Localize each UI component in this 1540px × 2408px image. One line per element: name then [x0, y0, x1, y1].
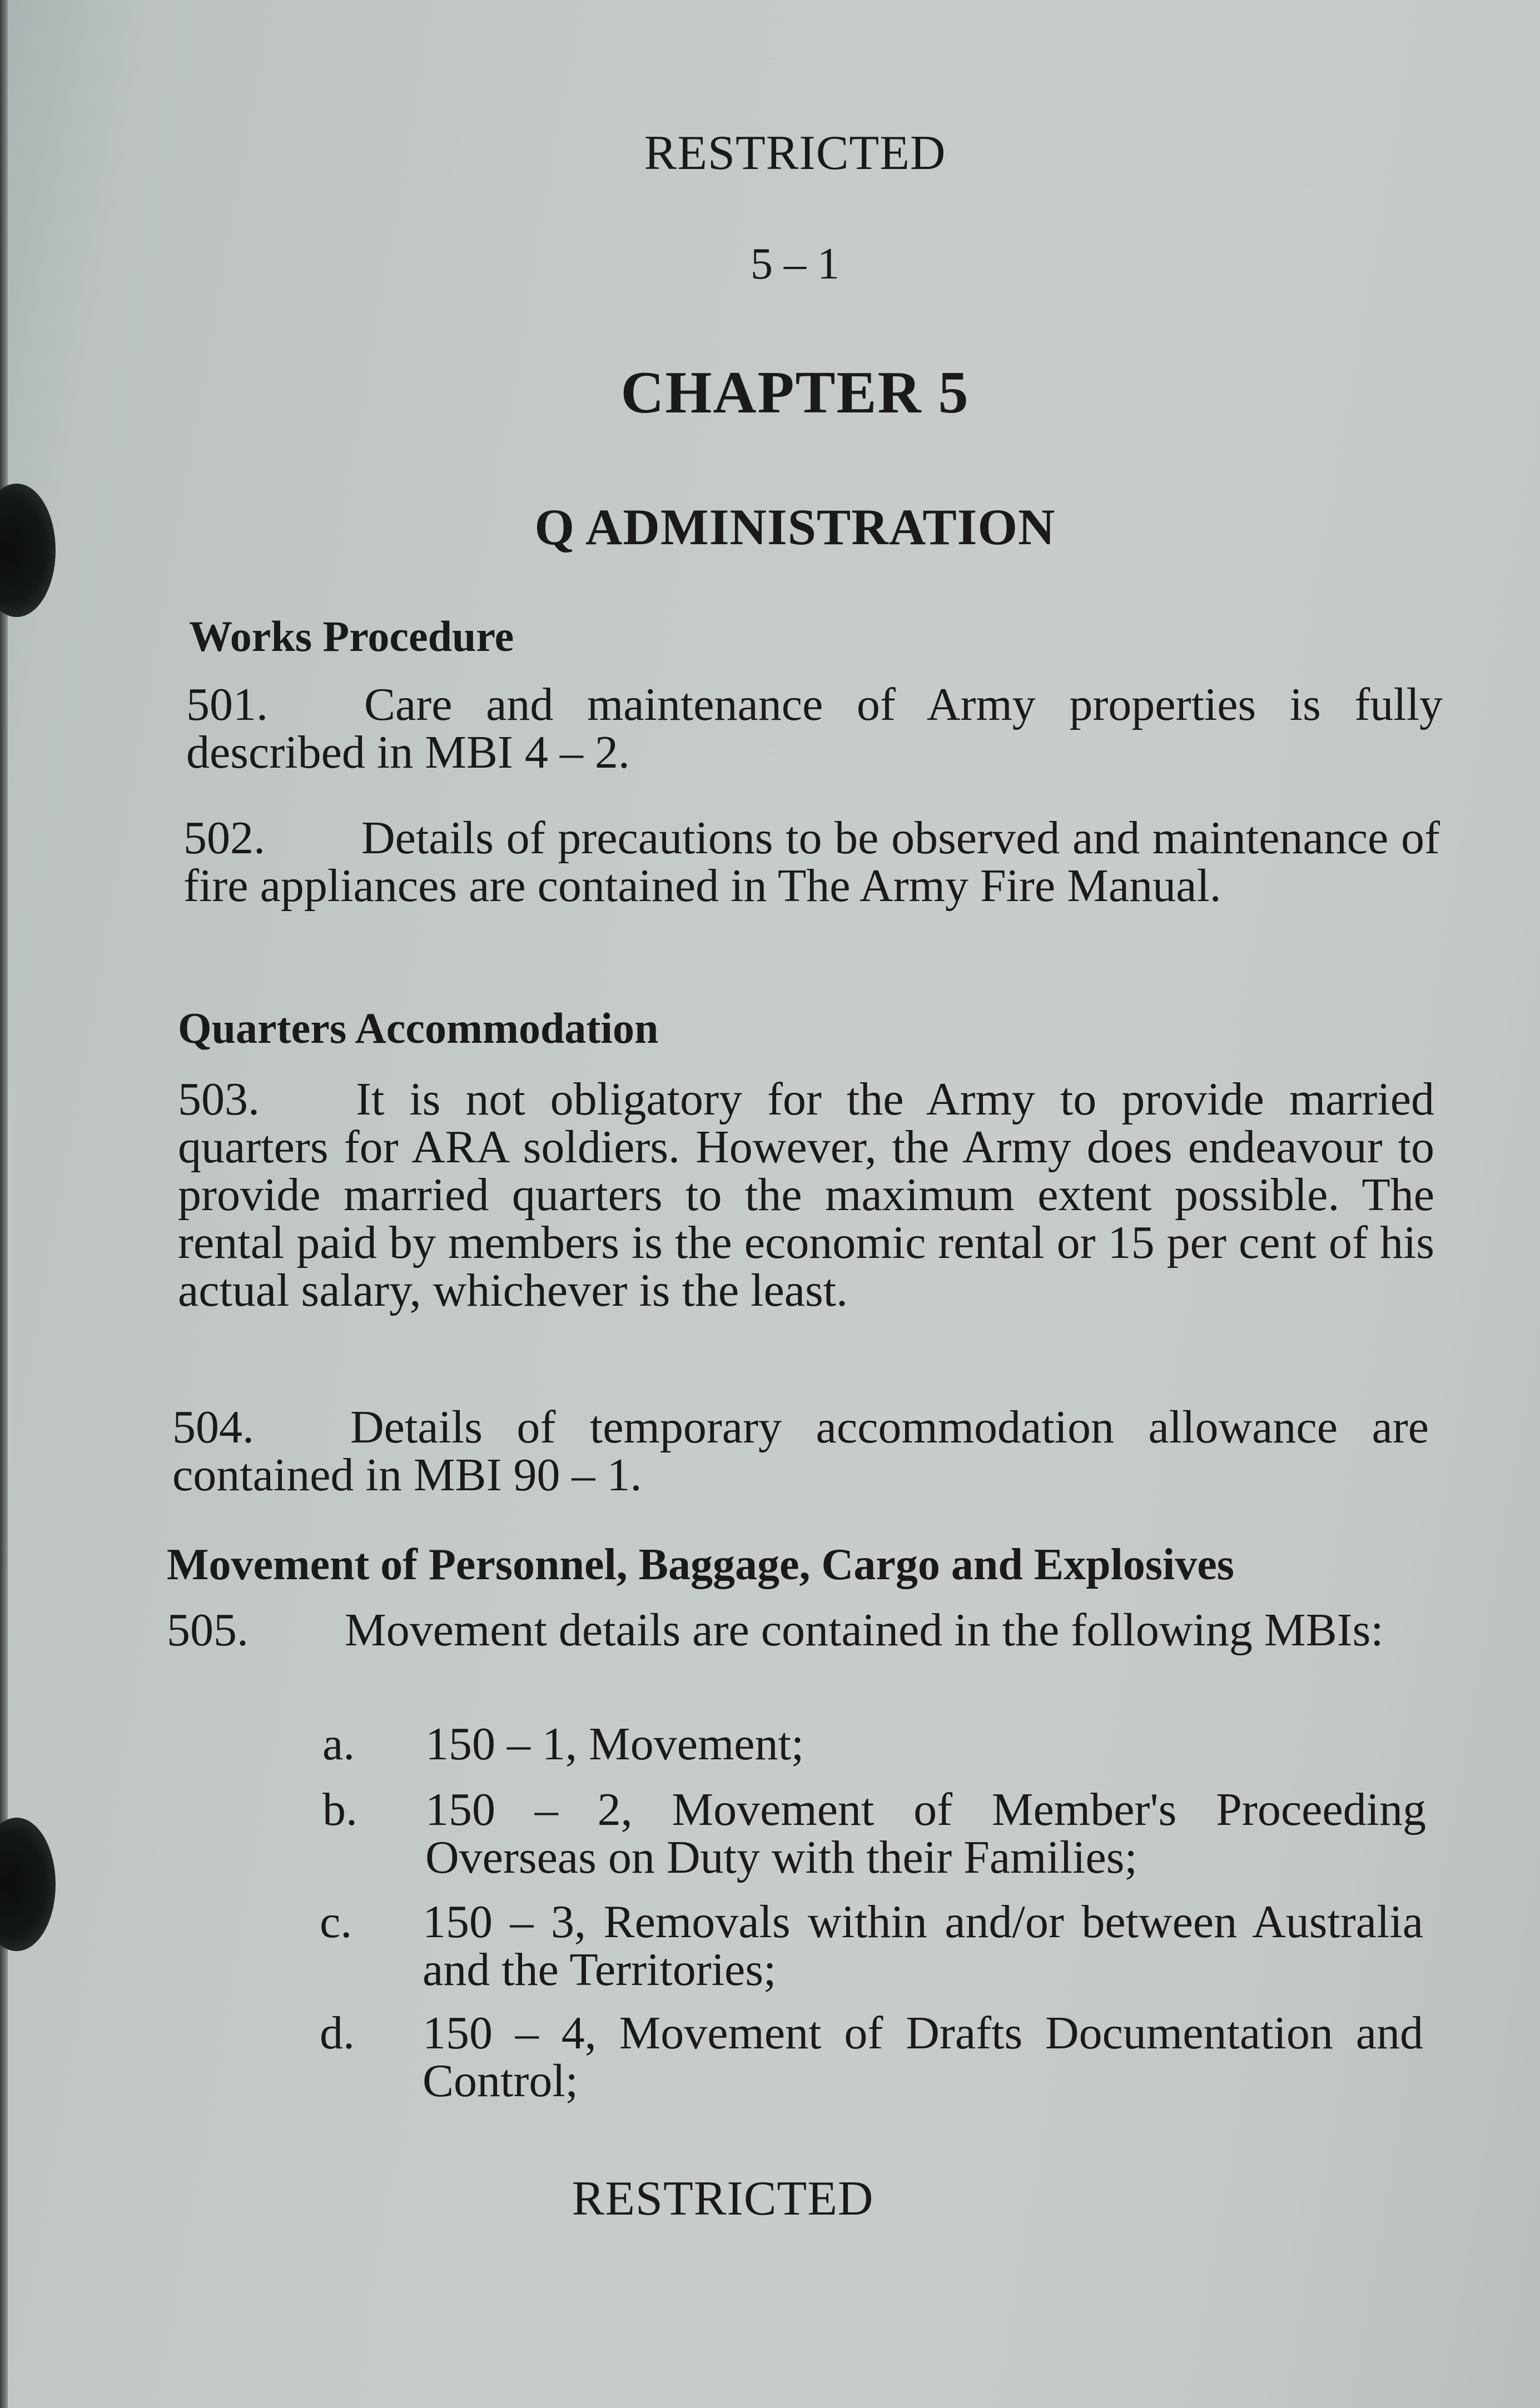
- paragraph-number: 501.: [186, 679, 268, 730]
- paragraph-504: [172, 1401, 1429, 1501]
- paragraph-number: 502.: [183, 812, 265, 864]
- paragraph-501: [186, 681, 1443, 777]
- paragraph-number: 504.: [172, 1401, 254, 1453]
- paragraph-text: It is not obligatory for the Army to provide married quarters for ARA soldiers. However, the Army does endeavour to provide married quarters to the maximum extent possible. The rental paid by members is the economic rental or 15 per cent of his actual salary, whichever is the least.: [178, 1073, 1434, 1316]
- paragraph-number: 505.: [167, 1604, 249, 1656]
- section-heading: Works Procedure: [189, 612, 514, 660]
- chapter-subtitle: Q ADMINISTRATION: [534, 499, 1056, 555]
- chapter-title: CHAPTER 5: [620, 360, 970, 426]
- list-item-letter: d.: [320, 2007, 355, 2059]
- paragraph-text: Details of precautions to be observed and maintenance of fire appliances are contained in The Army Fire Manual.: [183, 812, 1440, 912]
- list-item: [320, 1898, 1432, 2004]
- punch-hole-bottom: [0, 1818, 56, 1951]
- header-classification: RESTRICTED: [644, 126, 946, 180]
- list-item-letter: c.: [320, 1896, 352, 1948]
- page-number: 5 – 1: [751, 240, 839, 288]
- list-item-letter: b.: [322, 1784, 357, 1835]
- list-item-letter: a.: [322, 1718, 355, 1770]
- list-item-text: 150 – 2, Movement of Member's Proceeding Overseas on Duty with their Families;: [425, 1784, 1426, 1883]
- list-item: [322, 1786, 1434, 1892]
- paragraph-number: 503.: [178, 1073, 260, 1125]
- paragraph-text: Movement details are contained in the following MBIs:: [345, 1604, 1384, 1656]
- paragraph-505: [167, 1606, 1423, 1654]
- list-item: [320, 2009, 1432, 2115]
- paragraph-text: Care and maintenance of Army properties is fully described in MBI 4 – 2.: [186, 679, 1443, 778]
- paragraph-502: [183, 814, 1440, 910]
- list-item-text: 150 – 4, Movement of Drafts Documentation and Control;: [423, 2007, 1423, 2107]
- paragraph-text: Details of temporary accommodation allowance are contained in MBI 90 – 1.: [172, 1401, 1429, 1501]
- list-item-text: 150 – 3, Removals within and/or between Australia and the Territories;: [423, 1896, 1423, 1996]
- paragraph-503: [178, 1073, 1434, 1316]
- list-item: [322, 1720, 1434, 1776]
- section-heading: Movement of Personnel, Baggage, Cargo and Explosives: [167, 1540, 1234, 1589]
- section-heading: Quarters Accommodation: [178, 1004, 659, 1052]
- list-item-text: 150 – 1, Movement;: [425, 1718, 804, 1770]
- footer-classification: RESTRICTED: [572, 2172, 874, 2226]
